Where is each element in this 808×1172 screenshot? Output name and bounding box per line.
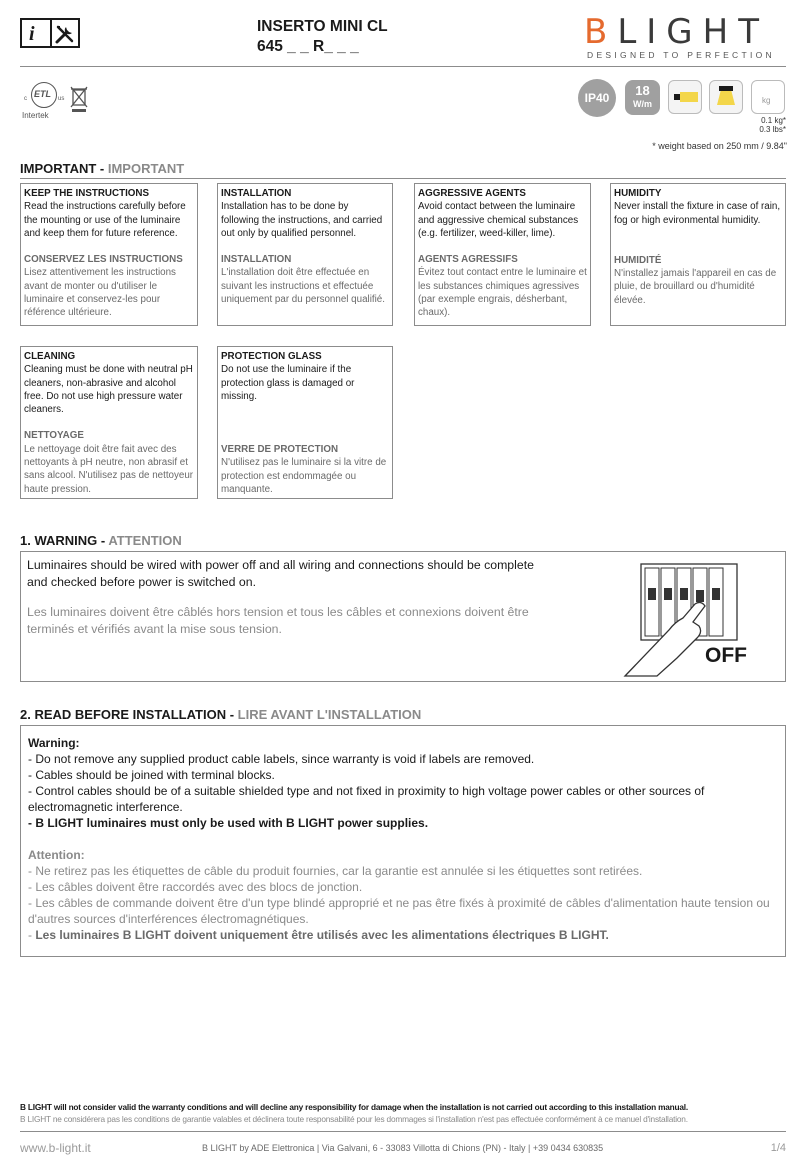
header-divider bbox=[20, 66, 786, 67]
box-title-en: AGGRESSIVE AGENTS bbox=[418, 188, 526, 199]
read-before-item: - Cables should be joined with terminal blocks. bbox=[28, 768, 275, 782]
box-text-fr: N'installez jamais l'appareil en cas de pluie, de brouillard ou d'humidité élevée. bbox=[614, 268, 777, 306]
brand-logo-first: B bbox=[584, 12, 618, 52]
warning-heading-inline: Warning: bbox=[28, 736, 80, 750]
box-text-fr: Évitez tout contact entre le luminaire et les substances chimiques agressives (par exemple engrais, désherbant, chaux). bbox=[418, 267, 587, 319]
info-box-installation bbox=[217, 183, 393, 326]
footer-address: B LIGHT by ADE Elettronica | Via Galvani, 6 - 33083 Villotta di Chions (PN) - Italy | +39 0434 630835 bbox=[202, 1143, 604, 1153]
box-title-en: KEEP THE INSTRUCTIONS bbox=[24, 188, 150, 199]
read-before-heading bbox=[20, 707, 421, 722]
read-before-item: - Control cables should be of a suitable shielded type and not fixed in proximity to high voltage power cables or other sources of electromagnetic interference. bbox=[28, 784, 705, 814]
box-text-fr: L'installation doit être effectuée en suivant les instructions et effectuée uniquement par du personnel qualifié. bbox=[221, 267, 385, 306]
read-before-item: - Do not remove any supplied product cable labels, since warranty is void if labels are removed. bbox=[28, 752, 535, 766]
info-box-aggressive-agents bbox=[414, 183, 591, 326]
box-title-fr: CONSERVEZ LES INSTRUCTIONS bbox=[24, 254, 183, 266]
read-before-item-fr-dash: - bbox=[28, 928, 36, 942]
weight-note: * weight based on 250 mm / 9.84" bbox=[652, 141, 787, 151]
box-title-en: INSTALLATION bbox=[221, 188, 292, 199]
read-before-item-fr: - Ne retirez pas les étiquettes de câble du produit fournies, car la garantie est annulée si les étiquettes sont retirées. bbox=[28, 864, 643, 878]
warning-heading-fr: ATTENTION bbox=[108, 533, 182, 548]
read-before-heading-fr: LIRE AVANT L'INSTALLATION bbox=[237, 707, 422, 722]
product-title bbox=[257, 17, 388, 57]
important-divider bbox=[20, 178, 786, 179]
down-emission-icon bbox=[709, 80, 743, 114]
footer-website-link[interactable]: www.b-light.it bbox=[20, 1141, 91, 1155]
us-mark-text: us bbox=[58, 96, 65, 102]
weight-icon-unit: kg bbox=[762, 96, 771, 105]
read-before-fr bbox=[28, 847, 776, 943]
weight-values bbox=[759, 116, 786, 134]
footer-disclaimer-fr: B LIGHT ne considérera pas les conditions de garantie valables et déclinera toute responsabilité pour les dommages si l'installation n'est pas effectuée conformément à ce manuel d'installation. bbox=[20, 1114, 688, 1124]
box-title-fr: VERRE DE PROTECTION bbox=[221, 444, 339, 456]
box-text-fr: Le nettoyage doit être fait avec des nettoyants à pH neutre, non abrasif et sans alcool. N'utilisez pas de nettoyeur haute pression. bbox=[24, 443, 194, 495]
brand-logo-rest: LIGHT bbox=[617, 12, 769, 52]
box-text-en: Avoid contact between the luminaire and aggressive chemical substances (e.g. fertilizer, weed-killer, lime). bbox=[418, 201, 579, 239]
box-title-en: PROTECTION GLASS bbox=[221, 351, 322, 362]
read-before-panel bbox=[20, 725, 786, 957]
intertek-label: Intertek bbox=[22, 111, 49, 120]
brand-tagline: DESIGNED TO PERFECTION bbox=[587, 50, 775, 60]
wattage-unit: W/m bbox=[633, 99, 652, 109]
warning-text-fr: Les luminaires doivent être câblés hors tension et tous les câbles et connexions doivent être terminés et vérifiés avant la mise sous tension. bbox=[27, 605, 529, 636]
box-title-en: HUMIDITY bbox=[614, 188, 662, 199]
info-letter: i bbox=[29, 23, 35, 45]
box-title-fr: AGENTS AGRESSIFS bbox=[418, 254, 518, 266]
product-name: INSERTO MINI CL bbox=[257, 18, 388, 35]
box-title-fr: NETTOYAGE bbox=[24, 430, 84, 442]
box-text-fr: Lisez attentivement les instructions avant de monter ou d'utiliser le luminaire et conservez-les pour référence ultérieure. bbox=[24, 267, 176, 319]
weee-bin-icon bbox=[68, 84, 90, 114]
wattage-badge bbox=[625, 80, 660, 115]
important-heading bbox=[20, 161, 184, 176]
warning-heading-en: 1. WARNING - bbox=[20, 533, 109, 548]
attention-heading-inline: Attention: bbox=[28, 848, 85, 862]
info-box-humidity bbox=[610, 183, 786, 326]
box-title-fr: INSTALLATION bbox=[221, 254, 292, 266]
product-code: 645 _ _ R_ _ _ bbox=[257, 38, 359, 55]
footer-disclaimer-en: B LIGHT will not consider valid the warranty conditions and will decline any responsibility for damage when the installation is not carried out according to this installation manual. bbox=[20, 1102, 689, 1112]
warning-panel bbox=[20, 551, 786, 682]
footer-page-number: 1/4 bbox=[770, 1142, 786, 1154]
wattage-value: 18 bbox=[635, 83, 650, 98]
box-title-fr: HUMIDITÉ bbox=[614, 254, 662, 266]
warning-text-en: Luminaires should be wired with power off and all wiring and connections should be complete and checked before power is switched on. bbox=[27, 558, 534, 589]
box-text-en: Never install the fixture in case of rain, fog or high evironmental humidity. bbox=[614, 201, 781, 226]
tools-icon bbox=[54, 23, 76, 45]
important-heading-fr: IMPORTANT bbox=[107, 161, 185, 176]
c-mark-text: c bbox=[24, 96, 27, 102]
weight-kg: 0.1 kg* bbox=[761, 116, 786, 125]
weight-lbs: 0.3 lbs* bbox=[759, 125, 786, 134]
etl-mark-text: ETL bbox=[34, 89, 51, 99]
box-text-fr: N'utilisez pas le luminaire si la vitre de protection est endommagée ou manquante. bbox=[221, 457, 387, 496]
read-before-item-fr: - Les câbles de commande doivent être d'un type blindé approprié et ne pas être fixés à proximité de câbles d'alimentation haute tension ou d'autres sources d'interférences électromagnétiques. bbox=[28, 896, 770, 926]
warning-heading bbox=[20, 533, 182, 548]
side-emission-icon bbox=[668, 80, 702, 114]
box-text-en: Read the instructions carefully before the mounting or use of the luminaire and keep them for future reference. bbox=[24, 201, 186, 239]
brand-logo bbox=[584, 14, 769, 50]
info-box-cleaning bbox=[20, 346, 198, 499]
off-label: OFF bbox=[705, 644, 747, 667]
info-box-keep-instructions bbox=[20, 183, 198, 326]
etl-certification-mark bbox=[22, 82, 68, 122]
read-before-item-fr-bold: Les luminaires B LIGHT doivent uniquement être utilisés avec les alimentations électriques B LIGHT. bbox=[35, 928, 609, 942]
weight-icon bbox=[751, 80, 785, 114]
box-title-en: CLEANING bbox=[24, 351, 76, 362]
footer-divider bbox=[20, 1131, 786, 1132]
important-heading-en: IMPORTANT - bbox=[20, 161, 108, 176]
box-text-en: Do not use the luminaire if the protection glass is damaged or missing. bbox=[221, 364, 355, 402]
box-text-en: Installation has to be done by following the instructions, and carried out only by qualified personnel. bbox=[221, 201, 383, 239]
read-before-item-fr: - Les câbles doivent être raccordés avec des blocs de jonction. bbox=[28, 880, 363, 894]
ip-rating-badge: IP40 bbox=[578, 79, 616, 117]
read-before-heading-en: 2. READ BEFORE INSTALLATION - bbox=[20, 707, 238, 722]
read-before-en bbox=[28, 735, 776, 831]
info-box-protection-glass bbox=[217, 346, 393, 499]
read-before-item: - B LIGHT luminaires must only be used with B LIGHT power supplies. bbox=[28, 816, 429, 830]
box-text-en: Cleaning must be done with neutral pH cleaners, non-abrasive and alcohol free. Do not use high pressure water cleaners. bbox=[24, 364, 193, 416]
instructions-tools-icon bbox=[20, 18, 80, 48]
